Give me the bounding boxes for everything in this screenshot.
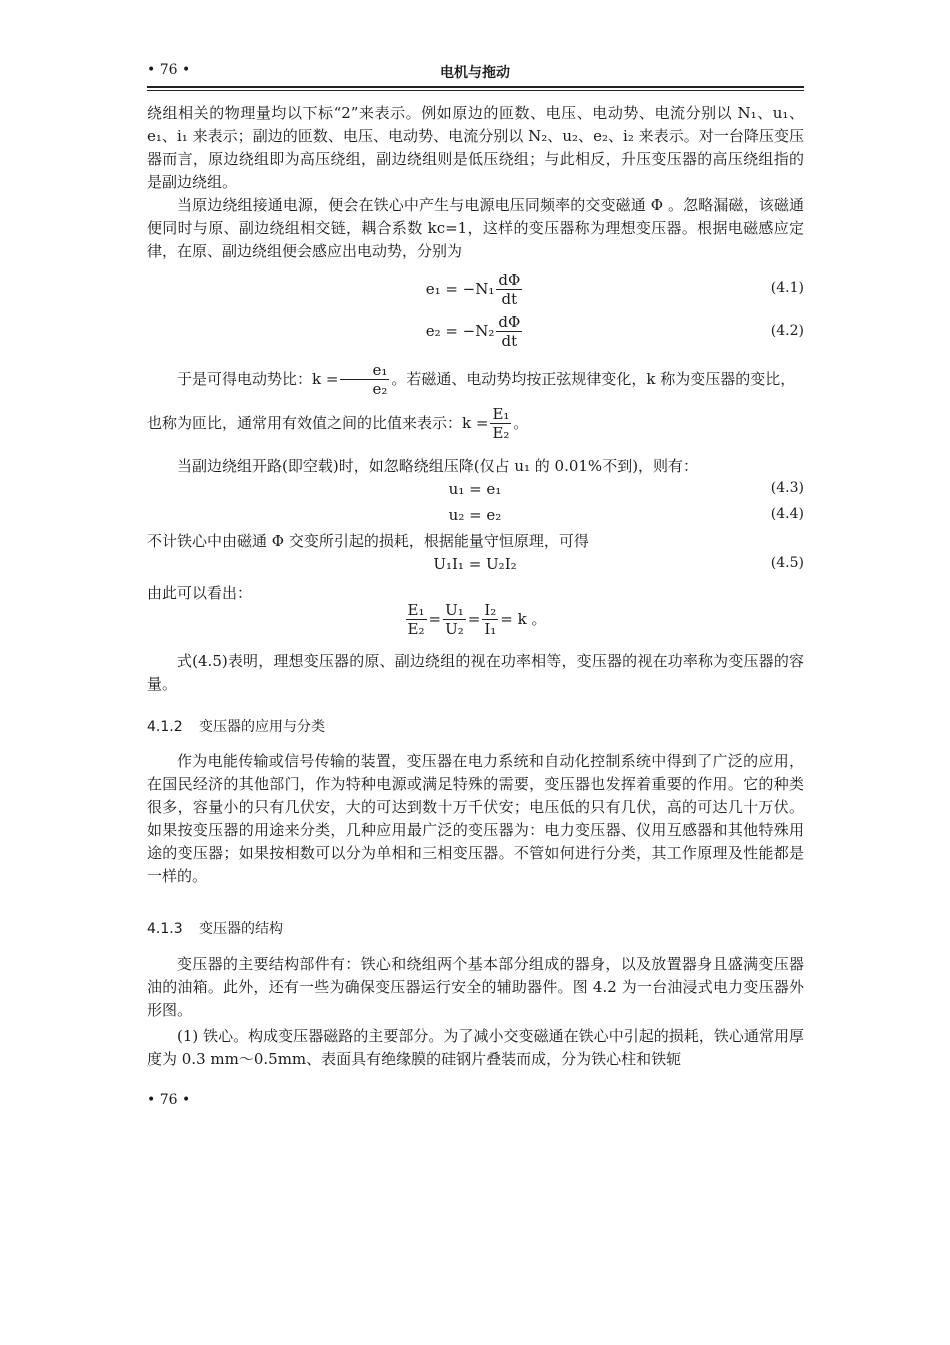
section-number: 4.1.2 (147, 719, 183, 735)
section-title: 变压器的应用与分类 (199, 719, 325, 735)
text-run: 。若磁通、电动势均按正弦规律变化，k 称为变压器的变比， (391, 370, 796, 388)
header-page-number: • 76 • (147, 62, 191, 78)
running-head-title: 电机与拖动 (440, 65, 510, 81)
fraction-numerator: dΦ (498, 313, 521, 331)
inline-math: k = (462, 414, 489, 432)
fraction-denominator: dt (501, 290, 518, 308)
paragraph-11: (1) 铁心。构成变压器磁路的主要部分。为了减小交变磁通在铁心中引起的损耗，铁心通常用厚度为 0.3 mm～0.5mm、表面具有绝缘膜的硅钢片叠装而成，分为铁心柱和铁轭 (147, 1027, 804, 1068)
fraction (482, 602, 498, 638)
equation-4-5: U₁I₁ = U₂I₂ (433, 555, 517, 573)
footer-page-number: • 76 • (147, 1092, 191, 1108)
section-heading-4-1-3 (147, 918, 283, 938)
paragraph-3 (147, 362, 804, 398)
fraction (443, 602, 466, 638)
fraction-numerator: E₁ (407, 601, 425, 619)
equation-label: (4.5) (770, 555, 804, 571)
fraction-numerator: E₁ (492, 405, 510, 423)
fraction-numerator: dΦ (498, 271, 521, 289)
paragraph-9: 作为电能传输或信号传输的装置，变压器在电力系统和自动化控制系统中得到了广泛的应用，在国民经济的其他部门，作为特种电源或满足特殊的需要，变压器也发挥着重要的作用。它的种类很多，容量小的只有几伏安，大的可达到数十万千伏安；电压低的只有几伏，高的可达几十万伏。如果按变压器的用途来分类，几种应用最广泛的变压器为：电力变压器、仪用互感器和其他特殊用途的变压器；如果按相数可以分为单相和三相变压器。不管如何进行分类，其工作原理及性能都是一样的。 (147, 752, 804, 885)
fraction-denominator: U₂ (445, 620, 464, 638)
inline-math: k = (312, 370, 339, 388)
section-title: 变压器的结构 (199, 921, 283, 937)
text-run: 也称为匝比，通常用有效值之间的比值来表示： (147, 414, 463, 432)
paragraph-6: 不计铁心中由磁通 Φ 交变所引起的损耗，根据能量守恒原理，可得 (147, 532, 589, 550)
paragraph-5: 当副边绕组开路(即空载)时，如忽略绕组压降(仅占 u₁ 的 0.01%不到)，则有： (177, 457, 699, 475)
equation-ratio-chain (0, 602, 950, 638)
fraction (496, 272, 522, 308)
fraction (496, 314, 522, 350)
paragraph-8: 式(4.5)表明，理想变压器的原、副边绕组的视在功率相等，变压器的视在功率称为变压器的容量。 (147, 652, 804, 693)
section-heading-4-1-2 (147, 716, 325, 736)
equation-4-3: u₁ = e₁ (448, 480, 502, 498)
header-rule-thin (147, 90, 804, 91)
equation-lhs: e₁ = −N₁ (425, 280, 495, 298)
text-run: 。 (513, 414, 529, 432)
text-run: 于是可得电动势比： (177, 370, 313, 388)
fraction-denominator: e₂ (372, 380, 388, 398)
equation-tail: = k 。 (500, 610, 547, 628)
equation-label: (4.3) (770, 480, 804, 496)
paragraph-10: 变压器的主要结构部件有：铁心和绕组两个基本部分组成的器身，以及放置器身且盛满变压器油的油箱。此外，还有一些为确保变压器运行安全的辅助器件。图 4.2 为一台油浸式电力变压器外形图。 (147, 955, 804, 1019)
fraction-numerator: I₂ (484, 601, 497, 619)
equals-sign: = (467, 610, 481, 628)
equation-label: (4.1) (770, 280, 804, 296)
equation-4-2 (0, 314, 950, 350)
equation-label: (4.2) (770, 323, 804, 339)
fraction (490, 406, 511, 442)
paragraph-7: 由此可以看出： (147, 584, 253, 602)
fraction-denominator: E₂ (492, 424, 510, 442)
fraction-denominator: E₂ (407, 620, 425, 638)
equals-sign: = (428, 610, 442, 628)
equation-label: (4.4) (770, 506, 804, 522)
fraction (340, 362, 389, 398)
fraction-numerator: U₁ (445, 601, 464, 619)
header-rule-thick (147, 86, 804, 88)
fraction-denominator: I₁ (484, 620, 497, 638)
equation-lhs: e₂ = −N₂ (425, 322, 495, 340)
paragraph-1: 绕组相关的物理量均以下标“2”来表示。例如原边的匝数、电压、电动势、电流分别以 N₁、u₁、e₁、i₁ 来表示；副边的匝数、电压、电动势、电流分别以 N₂、u₂、e₂、i₂ 来表示。对一台降压变压器而言，原边绕组即为高压绕组，副边绕组则是低压绕组；与此相反，升压变压器的高压绕组指的是副边绕组。 (147, 104, 804, 191)
section-number: 4.1.3 (147, 921, 183, 937)
paragraph-4 (147, 406, 804, 442)
equation-4-4: u₂ = e₂ (448, 506, 502, 524)
fraction (406, 602, 427, 638)
equation-4-1 (0, 272, 950, 308)
fraction-denominator: dt (501, 332, 518, 350)
fraction-numerator: e₁ (340, 362, 389, 380)
paragraph-2: 当原边绕组接通电源，便会在铁心中产生与电源电压同频率的交变磁通 Φ 。忽略漏磁，该磁通便同时与原、副边绕组相交链，耦合系数 kc=1，这样的变压器称为理想变压器。根据电磁感应定律，在原、副边绕组便会感应出电动势，分别为 (147, 196, 804, 260)
